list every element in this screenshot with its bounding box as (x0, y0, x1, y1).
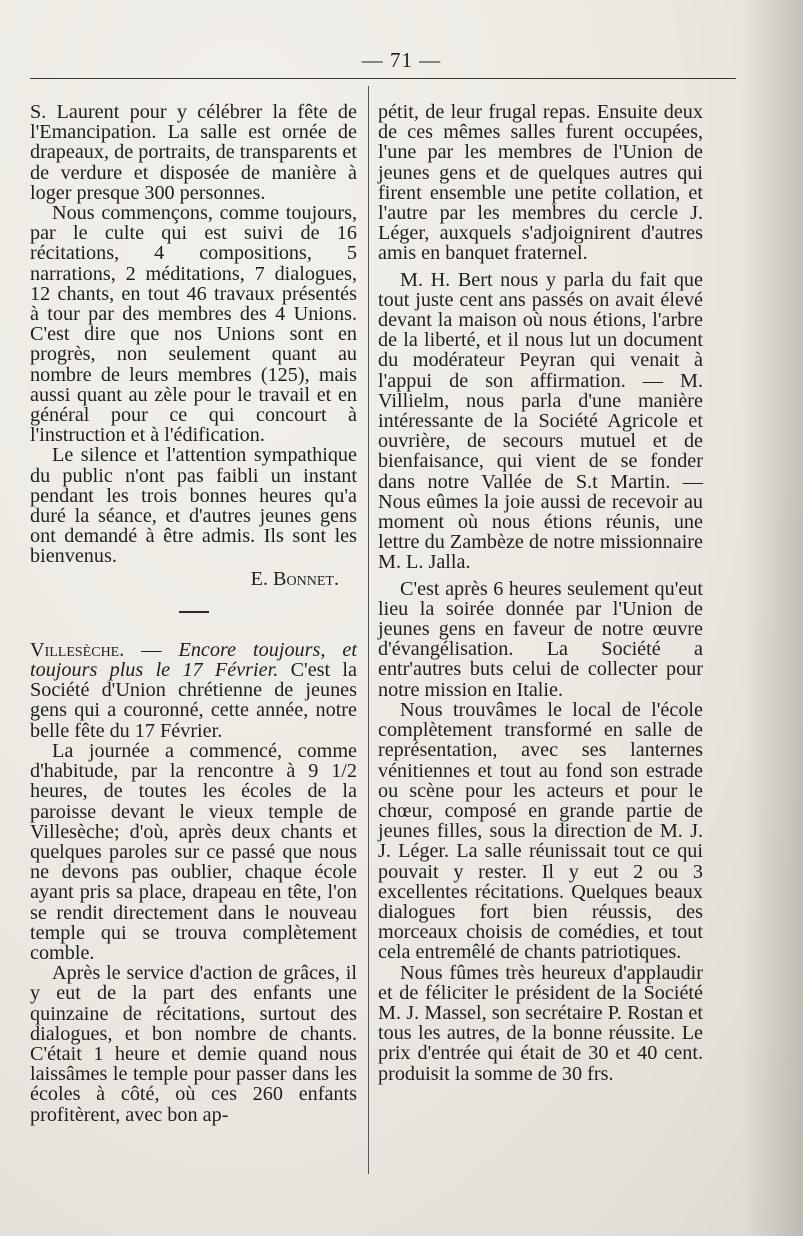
signature (30, 569, 357, 589)
section-title: Encore toujours, et toujours plus le 17 Février. (30, 638, 357, 682)
paragraph: Nous fûmes très heureux d'applaudir et de féliciter le président de la Société M. J. Massel, son secrétaire P. Rostan et tous les autres, de la bonne réussite. Le prix d'entrée qui était de 30 et 40 cent. produisit la somme de 30 frs. (378, 961, 703, 1085)
signature-name: E. Bonnet. (250, 567, 339, 590)
paragraph: pétit, de leur frugal repas. Ensuite deux de ces mêmes salles furent occupées, l'une par les membres de l'Union de jeunes gens et de quelques autres qui firent ensemble une petite collation, et l'autre par les membres du cercle J. Léger, auxquels s'adjoignirent d'autres amis en banquet fraternel. (378, 101, 703, 265)
left-column (30, 102, 357, 1125)
page-edge-shadow (743, 0, 803, 1236)
section-place: Villesèche. (30, 638, 125, 661)
paragraph: M. H. Bert nous y parla du fait que tout juste cent ans passés on avait élevé devant la maison où nous étions, l'arbre de la liberté, et il nous lut un document du modérateur Peyran qui venait à l'appui de son affirmation. — M. Villielm, nous parla d'une manière intéressante de la Société Agricole et ouvrière, de secours mutuel et de bienfaisance, qui vient de se fonder dans notre Vallée de S.t Martin. — Nous eûmes la joie aussi de recevoir au moment où nous étions réunis, une lettre du Zambèze de notre missionnaire M. L. Jalla. (378, 268, 703, 574)
paragraph: Nous trouvâmes le local de l'école complètement transformé en salle de représentation, avec ses lanternes vénitiennes et tout au fond son estrade ou scène pour les acteurs et pour le chœur, composé en grande partie de jeunes filles, sous la direction de M. J. J. Léger. La salle réunissait tout ce qui pouvait y rester. Il y eut 2 ou 3 excellentes récitations. Quelques beaux dialogues fort bien réussis, des morceaux choisis de comédies, et tout cela entremêlé de chants patriotiques. (378, 698, 703, 964)
paragraph: C'est après 6 heures seulement qu'eut lieu la soirée donnée par l'Union de jeunes gens en faveur de notre œuvre d'évangélisation. La Société a entr'autres buts celui de collecter pour notre mission en Italie. (378, 577, 703, 701)
section-dash: — (124, 638, 179, 661)
paragraph: Nous commençons, comme toujours, par le culte qui est suivi de 16 récitations, 4 compositions, 5 narrations, 2 méditations, 7 dialogues, 12 chants, en tout 46 travaux présentés à tour par des membres des 4 Unions. C'est dire que nos Unions sont en progrès, non seulement quant au nombre de leurs membres (125), mais aussi quant au zèle pour le travail et en général pour ce qui concourt à l'instruction et à l'édification. (30, 202, 357, 447)
right-column (378, 102, 703, 1084)
page-number: — 71 — (361, 48, 442, 72)
section-text: C'est la Société d'Union chrétienne de jeunes gens qui a couronné, cette année, notre belle fête du 17 Février. (30, 659, 357, 742)
section-heading-paragraph (30, 640, 357, 741)
paragraph: Après le service d'action de grâces, il y eut de la part des enfants une quinzaine de récitations, surtout des dialogues, et bon nombre de chants. C'était 1 heure et demie quand nous laissâmes le temple pour passer dans les écoles à côté, où ces 260 enfants profitèrent, avec bon ap- (30, 962, 357, 1126)
section-rule (179, 611, 209, 613)
header-rule (30, 78, 736, 79)
column-divider (368, 86, 369, 1174)
paragraph: Le silence et l'attention sympathique du public n'ont pas faibli un instant pendant les trois bonnes heures qu'a duré la séance, et d'autres jeunes gens ont demandé à être admis. Ils sont les bienvenus. (30, 444, 357, 568)
paragraph: La journée a commencé, comme d'habitude, par la rencontre à 9 1/2 heures, de toutes les écoles de la paroisse devant le vieux temple de Villesèche; d'où, après deux chants et quelques paroles sur ce passé que nous ne devons pas oublier, chaque école ayant pris sa place, drapeau en tête, l'on se rendit directement dans le nouveau temple qui se trouva complètement comble. (30, 739, 357, 964)
paragraph: S. Laurent pour y célébrer la fête de l'Emancipation. La salle est ornée de drapeaux, de portraits, de transparents et de verdure et disposée de manière à loger presque 300 personnes. (30, 101, 357, 204)
